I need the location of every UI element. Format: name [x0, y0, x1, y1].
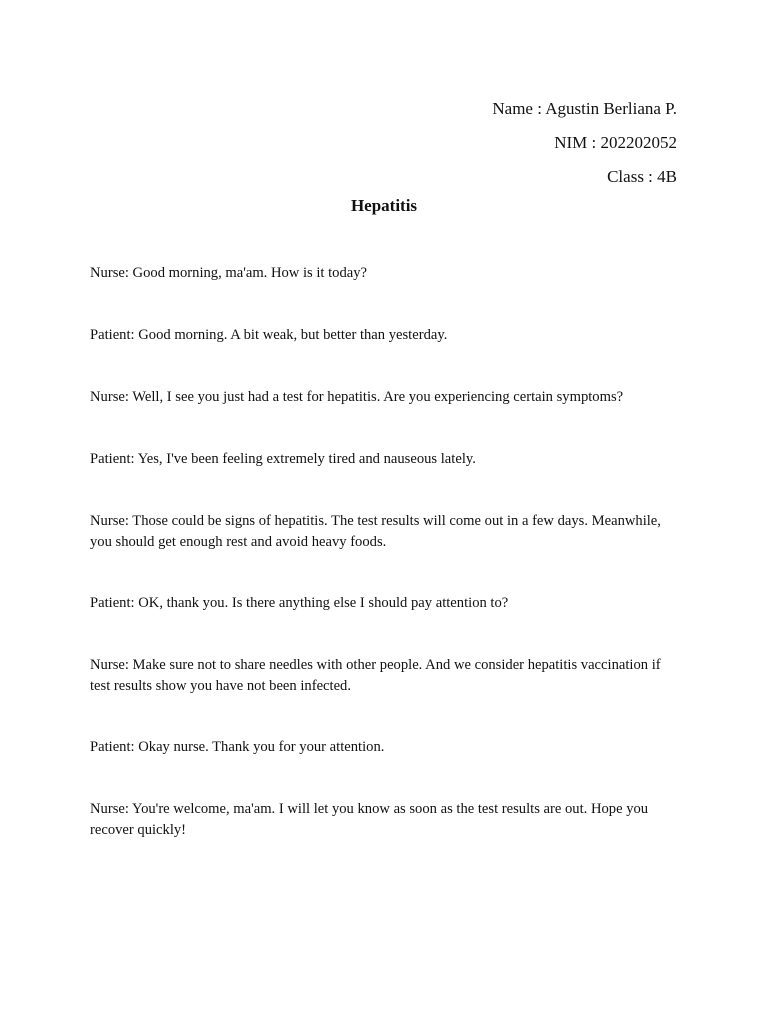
dialogue-line-nurse: Nurse: Those could be signs of hepatitis. The test results will come out in a few days. Meanwhile, you should get enough rest and avoid heavy foods. — [90, 513, 661, 550]
student-nim: NIM : 202202052 — [554, 133, 677, 152]
dialogue-line-patient: Patient: OK, thank you. Is there anything else I should pay attention to? — [90, 595, 509, 611]
student-class: Class : 4B — [607, 167, 677, 186]
dialogue-line-nurse: Nurse: Make sure not to share needles with other people. And we consider hepatitis vaccination if test results show you have not been infected. — [90, 657, 661, 694]
document-title: Hepatitis — [350, 196, 418, 215]
dialogue-line-patient: Patient: Good morning. A bit weak, but better than yesterday. — [90, 327, 448, 343]
dialogue-line-nurse: Nurse: Well, I see you just had a test for hepatitis. Are you experiencing certain symptoms? — [90, 389, 624, 405]
dialogue-line-nurse: Nurse: Good morning, ma'am. How is it today? — [90, 265, 368, 281]
student-info-header — [492, 92, 677, 194]
dialogue-line-patient: Patient: Okay nurse. Thank you for your attention. — [90, 739, 385, 755]
dialogue-line-nurse: Nurse: You're welcome, ma'am. I will let you know as soon as the test results are out. Hope you recover quickly! — [90, 801, 649, 838]
dialogue-body — [90, 263, 680, 881]
dialogue-line-patient: Patient: Yes, I've been feeling extremely tired and nauseous lately. — [90, 451, 476, 467]
student-name: Name : Agustin Berliana P. — [492, 99, 677, 118]
